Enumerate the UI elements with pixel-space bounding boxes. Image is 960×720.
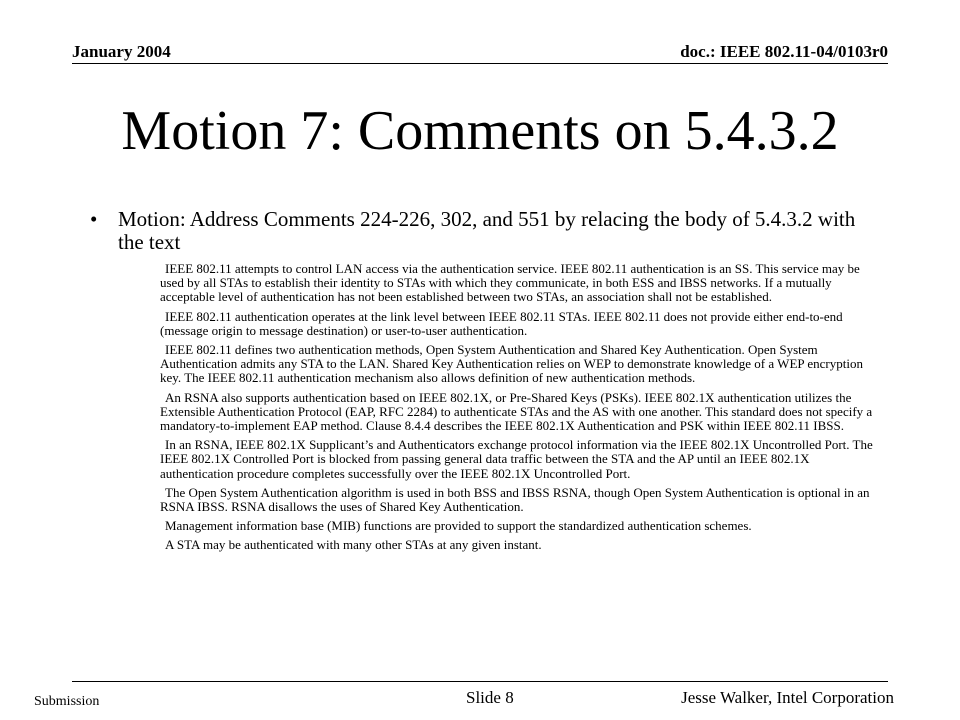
motion-text: Motion: Address Comments 224-226, 302, and 551 by relacing the body of 5.4.3.2 with the text	[118, 207, 856, 254]
paragraph: IEEE 802.11 authentication operates at the link level between IEEE 802.11 STAs. IEEE 802.11 does not provide either end-to-end (message origin to message destination) or user-to-user authentication.	[160, 308, 843, 338]
footer-author: Jesse Walker, Intel Corporation	[681, 688, 894, 707]
paragraph: In an RSNA, IEEE 802.1X Supplicant’s and Authenticators exchange protocol information via the IEEE 802.1X Uncontrolled Port. The IEEE 802.1X Controlled Port is blocked from passing general data traffic between the STA and the AP until an IEEE 802.1X authentication procedure completes successfully over the IEEE 802.1X Uncontrolled Port.	[160, 437, 873, 481]
paragraph: A STA may be authenticated with many other STAs at any given instant.	[165, 537, 542, 553]
paragraph: The Open System Authentication algorithm is used in both BSS and IBSS RSNA, though Open System Authentication is optional in an RSNA IBSS. RSNA disallows the uses of Shared Key Authentication.	[160, 484, 870, 515]
header-doc-id: doc.: IEEE 802.11-04/0103r0	[680, 42, 888, 61]
bullet-dot-icon: •	[90, 207, 98, 231]
footer-slide-number: Slide 8	[466, 688, 514, 707]
slide-title: Motion 7: Comments on 5.4.3.2	[121, 100, 839, 162]
header-date: January 2004	[72, 42, 171, 61]
footer-rule	[72, 681, 888, 682]
paragraph: IEEE 802.11 attempts to control LAN access via the authentication service. IEEE 802.11 authentication is an SS. This service may be used by all STAs to establish their identity to STAs with which they communicate, in both ESS and IBSS networks. If a mutually acceptable level of authentication has not been established between two STAs, an association shall not be established.	[160, 261, 860, 305]
motion-bullet	[90, 208, 888, 254]
paragraph: IEEE 802.11 defines two authentication methods, Open System Authentication and Shared Key Authentication. Open System Authentication admits any STA to the LAN. Shared Key Authentication relies on WEP to demonstrate knowledge of a WEP encryption key. The IEEE 802.11 authentication mechanism also allows definition of new authentication methods.	[160, 342, 863, 386]
header-rule	[72, 63, 888, 64]
paragraph: An RSNA also supports authentication based on IEEE 802.1X, or Pre-Shared Keys (PSKs). IEEE 802.1X authentication utilizes the Extensible Authentication Protocol (EAP, RFC 2284) to authenticate STAs and the AS with one another. This standard does not specify a mandatory-to-implement EAP method. Clause 8.4.4 describes the IEEE 802.1X Authentication and PSK within IEEE 802.11 IBSS.	[160, 389, 873, 434]
footer-submission: Submission	[34, 694, 100, 709]
paragraph: Management information base (MIB) functions are provided to support the standardized authentication schemes.	[165, 518, 752, 534]
slide-body	[90, 208, 888, 558]
motion-quoted-text	[160, 262, 888, 553]
